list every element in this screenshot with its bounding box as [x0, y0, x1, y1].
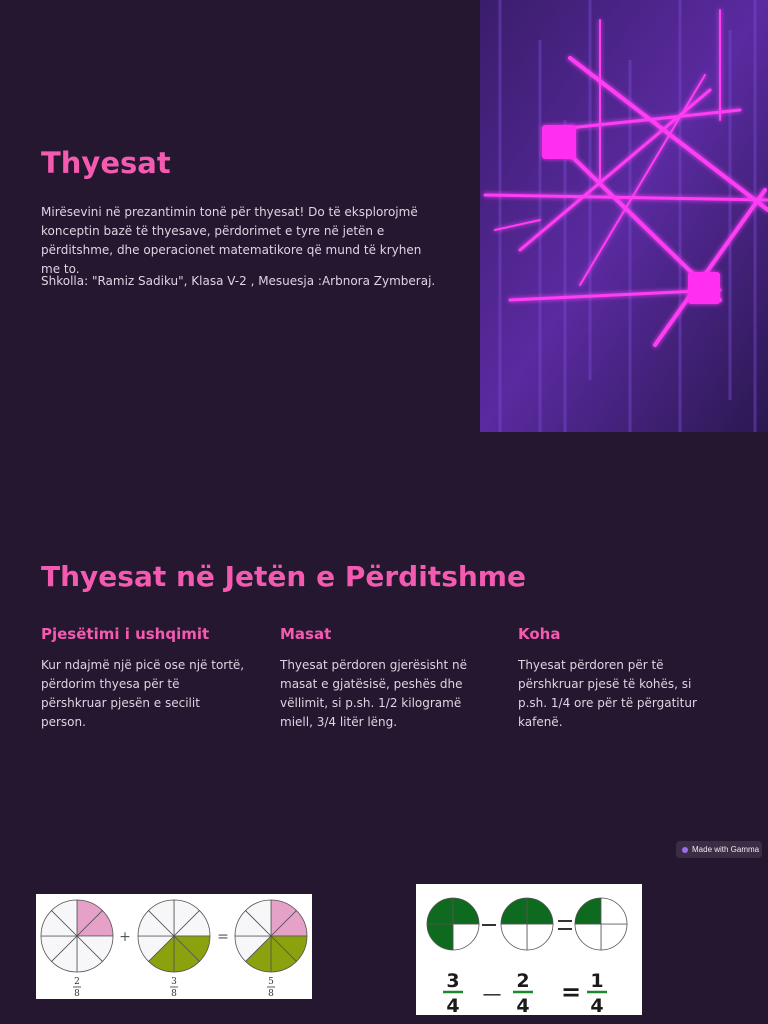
gamma-logo-icon: [682, 847, 688, 853]
quarter-slice: [427, 898, 453, 924]
slide-title: Thyesat: [41, 146, 171, 180]
denominator: 8: [171, 989, 177, 999]
minus-sign: —: [482, 983, 502, 1005]
quarter-slice: [575, 924, 601, 950]
numerator: 2: [516, 970, 530, 992]
numerator: 5: [268, 977, 274, 987]
column-time: [518, 625, 723, 732]
quarter-slice: [501, 924, 527, 950]
quarter-slice: [527, 924, 553, 950]
fraction-circle-2-8: [41, 900, 113, 972]
quarter-circle-1-4: [575, 898, 627, 950]
equals-sign: =: [560, 978, 582, 1006]
quarter-circle-2-4: [501, 898, 553, 950]
column-text: Thyesat përdoren për të përshkruar pjesë të kohës, si p.sh. 1/4 ore për të përgatitur kafenë.: [518, 658, 697, 729]
numerator: 3: [446, 970, 460, 992]
quarter-slice: [427, 924, 453, 950]
denominator: 4: [446, 995, 460, 1015]
quarter-circle-3-4: [427, 898, 479, 950]
fraction-addition-illustration: [36, 894, 312, 999]
column-text: Kur ndajmë një picë ose një tortë, përdorim thyesa për të përshkruar pjesën e secilit person.: [41, 658, 245, 729]
quarter-slice: [527, 898, 553, 924]
quarter-slice: [501, 898, 527, 924]
quarter-slice: [453, 924, 479, 950]
numerator: 3: [171, 977, 177, 987]
denominator: 8: [268, 989, 274, 999]
quarter-slice: [601, 924, 627, 950]
section-title: Thyesat në Jetën e Përditshme: [41, 560, 526, 593]
quarter-slice: [453, 898, 479, 924]
denominator: 4: [590, 995, 604, 1015]
quarter-slice: [601, 898, 627, 924]
column-heading: Masat: [280, 625, 332, 643]
neon-hero-image: [480, 0, 768, 432]
denominator: 8: [74, 989, 80, 999]
fraction-subtraction-illustration: [416, 884, 642, 1015]
quarter-slice: [575, 898, 601, 924]
fraction-circle-5-8: [235, 900, 307, 972]
denominator: 4: [516, 995, 530, 1015]
school-info: Shkolla: "Ramiz Sadiku", Klasa V-2 , Mesuesja :Arbnora Zymberaj.: [41, 274, 436, 288]
equals-sign: =: [217, 929, 229, 945]
column-text: Thyesat përdoren gjerësisht në masat e gjatësisë, peshës dhe vëllimit, si p.sh. 1/2 kilogramë miell, 3/4 litër lëng.: [280, 658, 468, 729]
column-food: [41, 625, 246, 732]
badge-label: Made with Gamma: [692, 845, 760, 854]
made-with-gamma-badge[interactable]: [676, 841, 762, 858]
numerator: 2: [74, 977, 80, 987]
column-heading: Pjesëtimi i ushqimit: [41, 625, 210, 643]
column-measures: [280, 625, 485, 732]
intro-text: Mirësevini në prezantimin tonë për thyesat! Do të eksplorojmë konceptin bazë të thyesave, përdorimet e tyre në jetën e përditshme, dhe operacionet matematikore që mund të kryhen me to.: [41, 205, 422, 276]
numerator: 1: [590, 970, 604, 992]
column-heading: Koha: [518, 625, 561, 643]
plus-sign: +: [119, 929, 131, 945]
fraction-circle-3-8: [138, 900, 210, 972]
